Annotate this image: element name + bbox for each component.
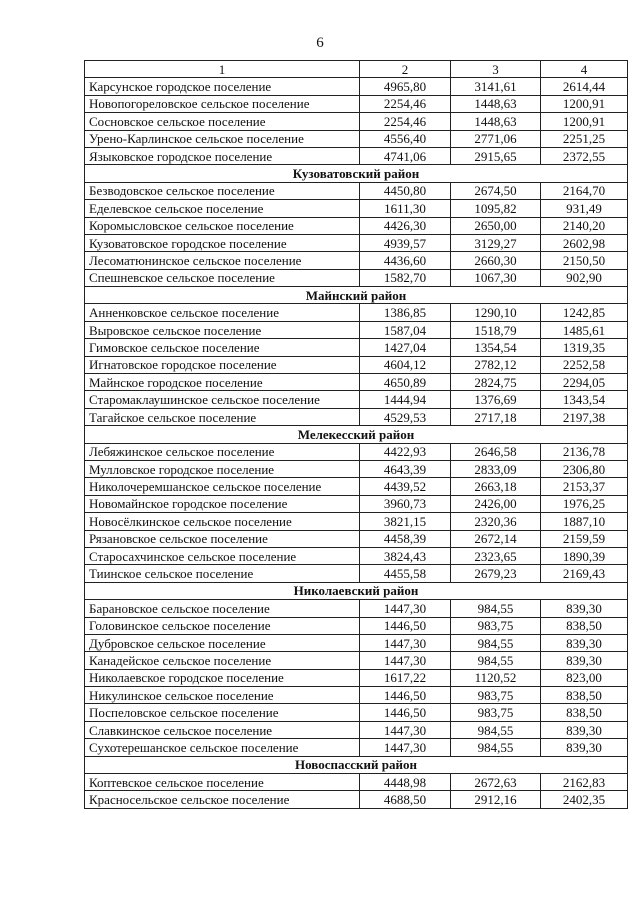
value-col-2-cell: 1446,50 [360,687,451,704]
value-col-4-cell: 1887,10 [541,513,628,530]
settlement-name-cell: Еделевское сельское поселение [85,200,360,217]
value-col-3-cell: 2320,36 [451,513,541,530]
table-row [85,443,628,460]
settlement-name-cell: Анненковское сельское поселение [85,304,360,321]
table-row [85,565,628,582]
table-body [85,61,628,809]
value-col-3-cell: 2824,75 [451,374,541,391]
value-col-3-cell: 1376,69 [451,391,541,408]
value-col-2-cell: 4450,80 [360,182,451,199]
value-col-4-cell: 2159,59 [541,530,628,547]
value-col-4-cell: 839,30 [541,634,628,651]
value-col-3-cell: 2833,09 [451,460,541,477]
value-col-4-cell: 902,90 [541,269,628,286]
header-cell-1: 1 [85,61,360,78]
value-col-3-cell: 2782,12 [451,356,541,373]
value-col-3-cell: 2771,06 [451,130,541,147]
value-col-4-cell: 2164,70 [541,182,628,199]
table-row [85,182,628,199]
settlement-name-cell: Старосахчинское сельское поселение [85,547,360,564]
table-row [85,269,628,286]
value-col-3-cell: 2912,16 [451,791,541,808]
value-col-3-cell: 1095,82 [451,200,541,217]
table-row [85,478,628,495]
value-col-3-cell: 2323,65 [451,547,541,564]
settlement-name-cell: Выровское сельское поселение [85,321,360,338]
value-col-3-cell: 1290,10 [451,304,541,321]
value-col-2-cell: 1386,85 [360,304,451,321]
settlement-name-cell: Славкинское сельское поселение [85,721,360,738]
table-row [85,113,628,130]
table-row [85,95,628,112]
value-col-3-cell: 1448,63 [451,95,541,112]
value-col-4-cell: 839,30 [541,739,628,756]
settlement-name-cell: Безводовское сельское поселение [85,182,360,199]
settlement-name-cell: Лебяжинское сельское поселение [85,443,360,460]
table-row [85,495,628,512]
value-col-3-cell: 2660,30 [451,252,541,269]
settlement-name-cell: Дубровское сельское поселение [85,634,360,651]
value-col-2-cell: 4643,39 [360,460,451,477]
table-row [85,721,628,738]
settlement-name-cell: Барановское сельское поселение [85,600,360,617]
district-header-row [85,287,628,304]
value-col-3-cell: 2672,14 [451,530,541,547]
value-col-4-cell: 2306,80 [541,460,628,477]
value-col-2-cell: 4741,06 [360,147,451,164]
table-row [85,687,628,704]
table-row [85,147,628,164]
district-header-row [85,582,628,599]
settlement-name-cell: Канадейское сельское поселение [85,652,360,669]
value-col-4-cell: 2294,05 [541,374,628,391]
district-title: Николаевский район [85,582,628,599]
value-col-3-cell: 1448,63 [451,113,541,130]
table-row [85,408,628,425]
table-row [85,252,628,269]
value-col-3-cell: 2650,00 [451,217,541,234]
value-col-2-cell: 4556,40 [360,130,451,147]
value-col-3-cell: 983,75 [451,687,541,704]
value-col-4-cell: 2162,83 [541,774,628,791]
value-col-2-cell: 1582,70 [360,269,451,286]
value-col-2-cell: 4529,53 [360,408,451,425]
value-col-4-cell: 2153,37 [541,478,628,495]
district-header-row [85,426,628,443]
settlement-name-cell: Мулловское городское поселение [85,460,360,477]
table-row [85,391,628,408]
value-col-2-cell: 2254,46 [360,95,451,112]
district-title: Майнский район [85,287,628,304]
value-col-4-cell: 839,30 [541,652,628,669]
value-col-4-cell: 823,00 [541,669,628,686]
value-col-3-cell: 3141,61 [451,78,541,95]
settlement-name-cell: Тагайское сельское поселение [85,408,360,425]
value-col-3-cell: 2674,50 [451,182,541,199]
value-col-3-cell: 2426,00 [451,495,541,512]
value-col-4-cell: 1976,25 [541,495,628,512]
value-col-2-cell: 2254,46 [360,113,451,130]
value-col-4-cell: 839,30 [541,600,628,617]
table-row [85,547,628,564]
value-col-4-cell: 838,50 [541,687,628,704]
value-col-2-cell: 4439,52 [360,478,451,495]
settlement-name-cell: Новомайнское городское поселение [85,495,360,512]
value-col-4-cell: 931,49 [541,200,628,217]
header-cell-3: 3 [451,61,541,78]
value-col-2-cell: 4688,50 [360,791,451,808]
value-col-3-cell: 984,55 [451,600,541,617]
table-row [85,634,628,651]
settlement-name-cell: Николаевское городское поселение [85,669,360,686]
settlement-name-cell: Спешневское сельское поселение [85,269,360,286]
value-col-3-cell: 2672,63 [451,774,541,791]
value-col-2-cell: 3960,73 [360,495,451,512]
table-row [85,791,628,808]
value-col-4-cell: 2140,20 [541,217,628,234]
settlement-name-cell: Майнское городское поселение [85,374,360,391]
settlement-name-cell: Рязановское сельское поселение [85,530,360,547]
settlement-name-cell: Старомаклаушинское сельское поселение [85,391,360,408]
table-row [85,669,628,686]
value-col-2-cell: 1617,22 [360,669,451,686]
value-col-3-cell: 983,75 [451,617,541,634]
settlement-name-cell: Языковское городское поселение [85,147,360,164]
value-col-2-cell: 1447,30 [360,634,451,651]
value-col-2-cell: 4455,58 [360,565,451,582]
settlement-name-cell: Красносельское сельское поселение [85,791,360,808]
table-row [85,217,628,234]
table-row [85,78,628,95]
value-col-2-cell: 4426,30 [360,217,451,234]
settlement-name-cell: Головинское сельское поселение [85,617,360,634]
settlement-name-cell: Коромысловское сельское поселение [85,217,360,234]
settlement-name-cell: Коптевское сельское поселение [85,774,360,791]
value-col-3-cell: 2663,18 [451,478,541,495]
value-col-2-cell: 3821,15 [360,513,451,530]
value-col-3-cell: 2915,65 [451,147,541,164]
value-col-3-cell: 2646,58 [451,443,541,460]
value-col-4-cell: 2372,55 [541,147,628,164]
table-row [85,321,628,338]
value-col-4-cell: 2197,38 [541,408,628,425]
table-header-row [85,61,628,78]
header-cell-2: 2 [360,61,451,78]
value-col-4-cell: 2252,58 [541,356,628,373]
value-col-3-cell: 983,75 [451,704,541,721]
value-col-2-cell: 1447,30 [360,739,451,756]
value-col-4-cell: 2602,98 [541,234,628,251]
value-col-3-cell: 2679,23 [451,565,541,582]
value-col-2-cell: 3824,43 [360,547,451,564]
settlement-name-cell: Поспеловское сельское поселение [85,704,360,721]
table-row [85,513,628,530]
value-col-4-cell: 839,30 [541,721,628,738]
value-col-4-cell: 1200,91 [541,95,628,112]
value-col-4-cell: 1343,54 [541,391,628,408]
page-number: 6 [316,35,324,51]
value-col-4-cell: 1200,91 [541,113,628,130]
district-header-row [85,756,628,773]
value-col-4-cell: 2251,25 [541,130,628,147]
value-col-4-cell: 2136,78 [541,443,628,460]
table-row [85,774,628,791]
value-col-4-cell: 2150,50 [541,252,628,269]
value-col-4-cell: 838,50 [541,704,628,721]
district-title: Мелекесский район [85,426,628,443]
settlement-name-cell: Лесоматюнинское сельское поселение [85,252,360,269]
value-col-2-cell: 4965,80 [360,78,451,95]
settlement-name-cell: Сосновское сельское поселение [85,113,360,130]
value-col-3-cell: 984,55 [451,739,541,756]
value-col-2-cell: 1444,94 [360,391,451,408]
value-col-4-cell: 1319,35 [541,339,628,356]
table-row [85,617,628,634]
value-col-2-cell: 1447,30 [360,600,451,617]
value-col-2-cell: 4604,12 [360,356,451,373]
value-col-3-cell: 1354,54 [451,339,541,356]
table-row [85,234,628,251]
settlement-name-cell: Новосёлкинское сельское поселение [85,513,360,530]
district-title: Новоспасский район [85,756,628,773]
settlement-name-cell: Николочеремшанское сельское поселение [85,478,360,495]
value-col-2-cell: 4458,39 [360,530,451,547]
settlement-name-cell: Игнатовское городское поселение [85,356,360,373]
table-row [85,652,628,669]
value-col-2-cell: 1446,50 [360,617,451,634]
table-row [85,374,628,391]
table-row [85,530,628,547]
table-row [85,200,628,217]
value-col-4-cell: 2169,43 [541,565,628,582]
value-col-4-cell: 1242,85 [541,304,628,321]
value-col-3-cell: 2717,18 [451,408,541,425]
settlement-name-cell: Тиинское сельское поселение [85,565,360,582]
value-col-3-cell: 1120,52 [451,669,541,686]
value-col-2-cell: 1447,30 [360,652,451,669]
value-col-3-cell: 3129,27 [451,234,541,251]
value-col-2-cell: 1587,04 [360,321,451,338]
table-row [85,304,628,321]
table-row [85,130,628,147]
settlement-name-cell: Сухотерешанское сельское поселение [85,739,360,756]
table-row [85,356,628,373]
value-col-4-cell: 838,50 [541,617,628,634]
table-row [85,460,628,477]
value-col-2-cell: 1447,30 [360,721,451,738]
value-col-3-cell: 1067,30 [451,269,541,286]
value-col-2-cell: 4436,60 [360,252,451,269]
settlement-name-cell: Гимовское сельское поселение [85,339,360,356]
settlement-name-cell: Новопогореловское сельское поселение [85,95,360,112]
settlement-name-cell: Никулинское сельское поселение [85,687,360,704]
value-col-4-cell: 1485,61 [541,321,628,338]
value-col-3-cell: 984,55 [451,652,541,669]
value-col-3-cell: 984,55 [451,721,541,738]
table-row [85,600,628,617]
settlement-name-cell: Карсунское городское поселение [85,78,360,95]
district-header-row [85,165,628,182]
value-col-2-cell: 4939,57 [360,234,451,251]
value-col-4-cell: 2402,35 [541,791,628,808]
table-row [85,339,628,356]
value-col-3-cell: 1518,79 [451,321,541,338]
district-title: Кузоватовский район [85,165,628,182]
value-col-2-cell: 1446,50 [360,704,451,721]
settlement-name-cell: Урено-Карлинское сельское поселение [85,130,360,147]
value-col-3-cell: 984,55 [451,634,541,651]
value-col-4-cell: 2614,44 [541,78,628,95]
table-row [85,739,628,756]
value-col-2-cell: 1427,04 [360,339,451,356]
value-col-2-cell: 4650,89 [360,374,451,391]
value-col-2-cell: 4448,98 [360,774,451,791]
table-row [85,704,628,721]
settlement-name-cell: Кузоватовское городское поселение [85,234,360,251]
value-col-4-cell: 1890,39 [541,547,628,564]
value-col-2-cell: 1611,30 [360,200,451,217]
header-cell-4: 4 [541,61,628,78]
tariff-table [84,60,628,809]
value-col-2-cell: 4422,93 [360,443,451,460]
